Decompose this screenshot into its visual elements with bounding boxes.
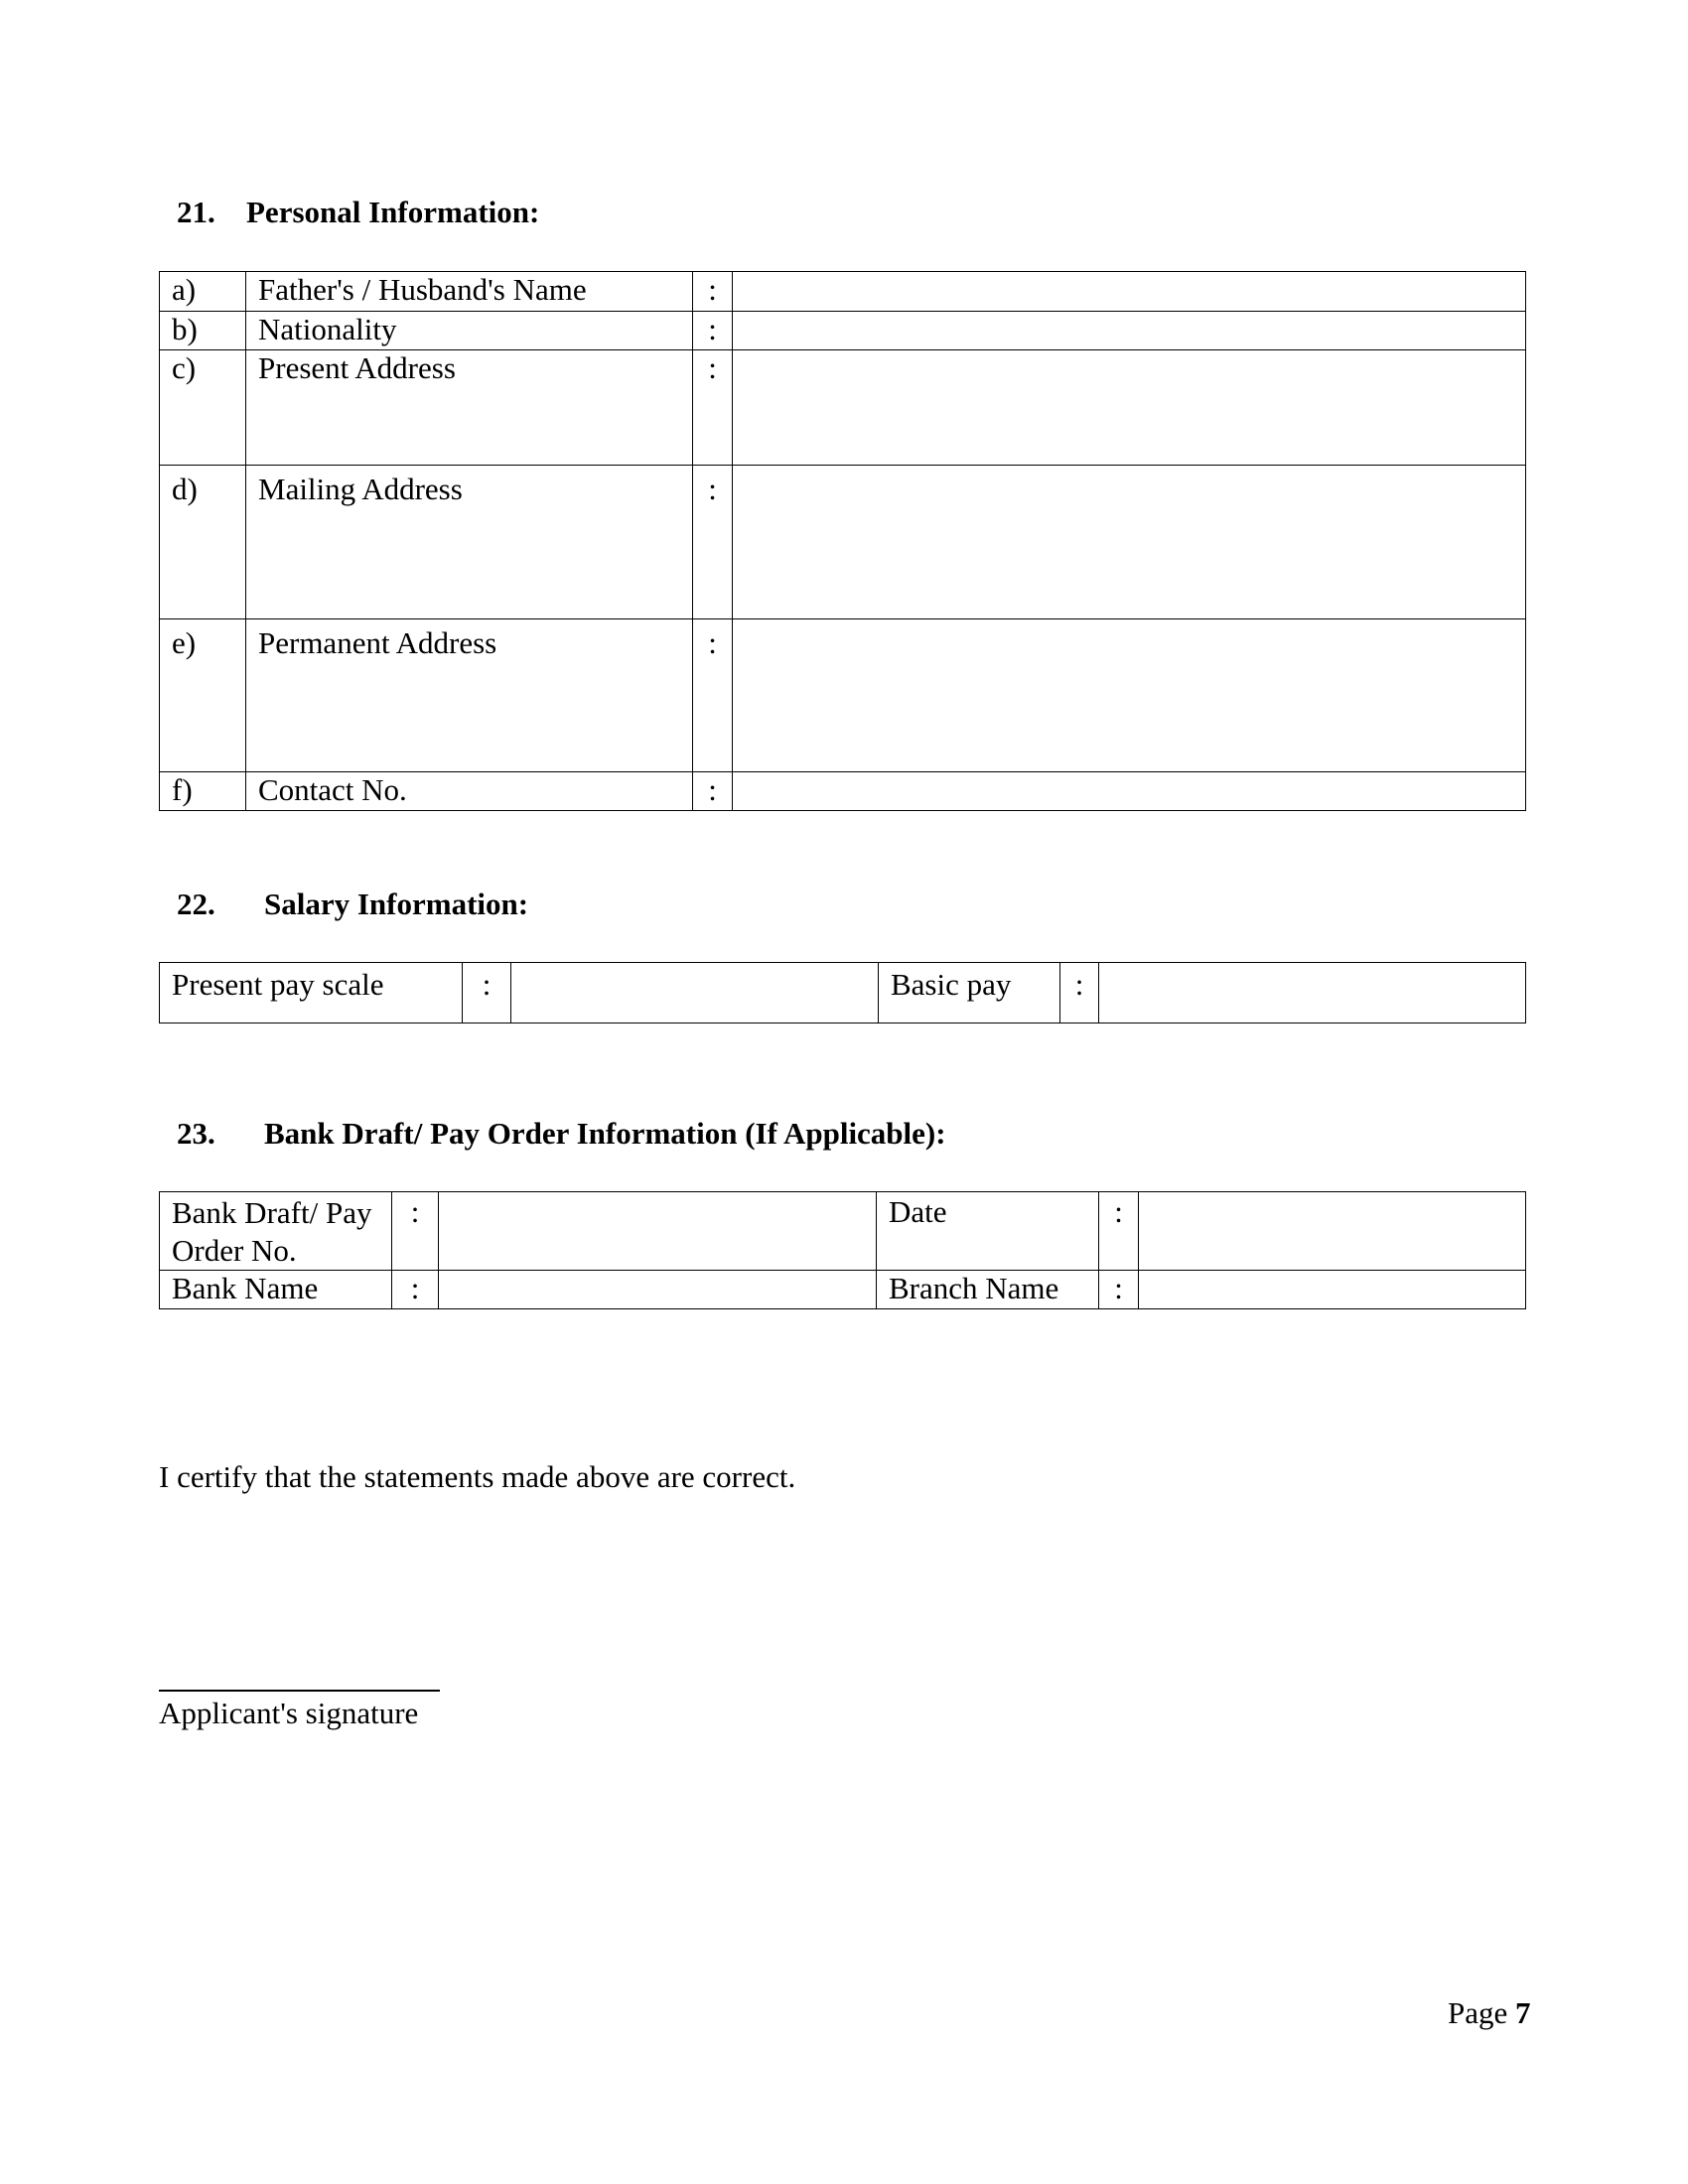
page-label: Page bbox=[1448, 1995, 1508, 2030]
row-label: Father's / Husband's Name bbox=[246, 272, 693, 312]
bank-draft-no-label: Bank Draft/ Pay Order No. bbox=[160, 1192, 392, 1271]
colon: : bbox=[693, 350, 733, 466]
personal-info-heading bbox=[177, 195, 539, 230]
salary-info-table bbox=[159, 962, 1526, 1024]
row-letter: a) bbox=[160, 272, 246, 312]
bank-name-field[interactable] bbox=[439, 1271, 877, 1309]
signature-line[interactable] bbox=[159, 1690, 440, 1692]
section-title: Personal Information: bbox=[246, 195, 540, 229]
table-row bbox=[160, 1271, 1526, 1309]
colon: : bbox=[1060, 963, 1099, 1024]
salary-info-heading bbox=[177, 887, 528, 922]
present-pay-scale-label: Present pay scale bbox=[160, 963, 463, 1024]
section-number: 23. bbox=[177, 1116, 215, 1151]
section-title: Bank Draft/ Pay Order Information (If Applicable): bbox=[264, 1116, 946, 1151]
row-label: Mailing Address bbox=[246, 466, 693, 619]
mailing-address-field[interactable] bbox=[733, 466, 1526, 619]
section-number: 22. bbox=[177, 887, 215, 921]
colon: : bbox=[1099, 1271, 1139, 1309]
colon: : bbox=[693, 272, 733, 312]
colon: : bbox=[693, 312, 733, 350]
row-letter: e) bbox=[160, 619, 246, 772]
basic-pay-field[interactable] bbox=[1099, 963, 1526, 1024]
row-label: Contact No. bbox=[246, 772, 693, 811]
contact-no-field[interactable] bbox=[733, 772, 1526, 811]
colon: : bbox=[1099, 1192, 1139, 1271]
page-footer bbox=[1448, 1995, 1531, 2031]
table-row bbox=[160, 350, 1526, 466]
fathers-husbands-name-field[interactable] bbox=[733, 272, 1526, 312]
table-row bbox=[160, 1192, 1526, 1271]
table-row bbox=[160, 619, 1526, 772]
table-row bbox=[160, 772, 1526, 811]
nationality-field[interactable] bbox=[733, 312, 1526, 350]
present-address-field[interactable] bbox=[733, 350, 1526, 466]
section-number: 21. bbox=[177, 195, 215, 229]
certification-statement: I certify that the statements made above are correct. bbox=[159, 1459, 796, 1494]
bank-draft-heading bbox=[177, 1116, 946, 1152]
row-letter: d) bbox=[160, 466, 246, 619]
page-number: 7 bbox=[1515, 1995, 1531, 2030]
present-pay-scale-field[interactable] bbox=[511, 963, 879, 1024]
row-letter: c) bbox=[160, 350, 246, 466]
branch-name-field[interactable] bbox=[1139, 1271, 1526, 1309]
colon: : bbox=[392, 1192, 439, 1271]
table-row bbox=[160, 272, 1526, 312]
personal-info-table bbox=[159, 271, 1526, 811]
signature-label: Applicant's signature bbox=[159, 1696, 419, 1730]
section-title: Salary Information: bbox=[264, 887, 529, 921]
colon: : bbox=[693, 772, 733, 811]
basic-pay-label: Basic pay bbox=[879, 963, 1060, 1024]
date-field[interactable] bbox=[1139, 1192, 1526, 1271]
colon: : bbox=[392, 1271, 439, 1309]
row-label: Permanent Address bbox=[246, 619, 693, 772]
date-label: Date bbox=[877, 1192, 1099, 1271]
bank-draft-table bbox=[159, 1191, 1526, 1309]
row-label: Nationality bbox=[246, 312, 693, 350]
table-row bbox=[160, 963, 1526, 1024]
row-letter: f) bbox=[160, 772, 246, 811]
permanent-address-field[interactable] bbox=[733, 619, 1526, 772]
table-row bbox=[160, 466, 1526, 619]
bank-draft-no-field[interactable] bbox=[439, 1192, 877, 1271]
colon: : bbox=[463, 963, 511, 1024]
colon: : bbox=[693, 466, 733, 619]
row-label: Present Address bbox=[246, 350, 693, 466]
row-letter: b) bbox=[160, 312, 246, 350]
branch-name-label: Branch Name bbox=[877, 1271, 1099, 1309]
colon: : bbox=[693, 619, 733, 772]
bank-name-label: Bank Name bbox=[160, 1271, 392, 1309]
table-row bbox=[160, 312, 1526, 350]
